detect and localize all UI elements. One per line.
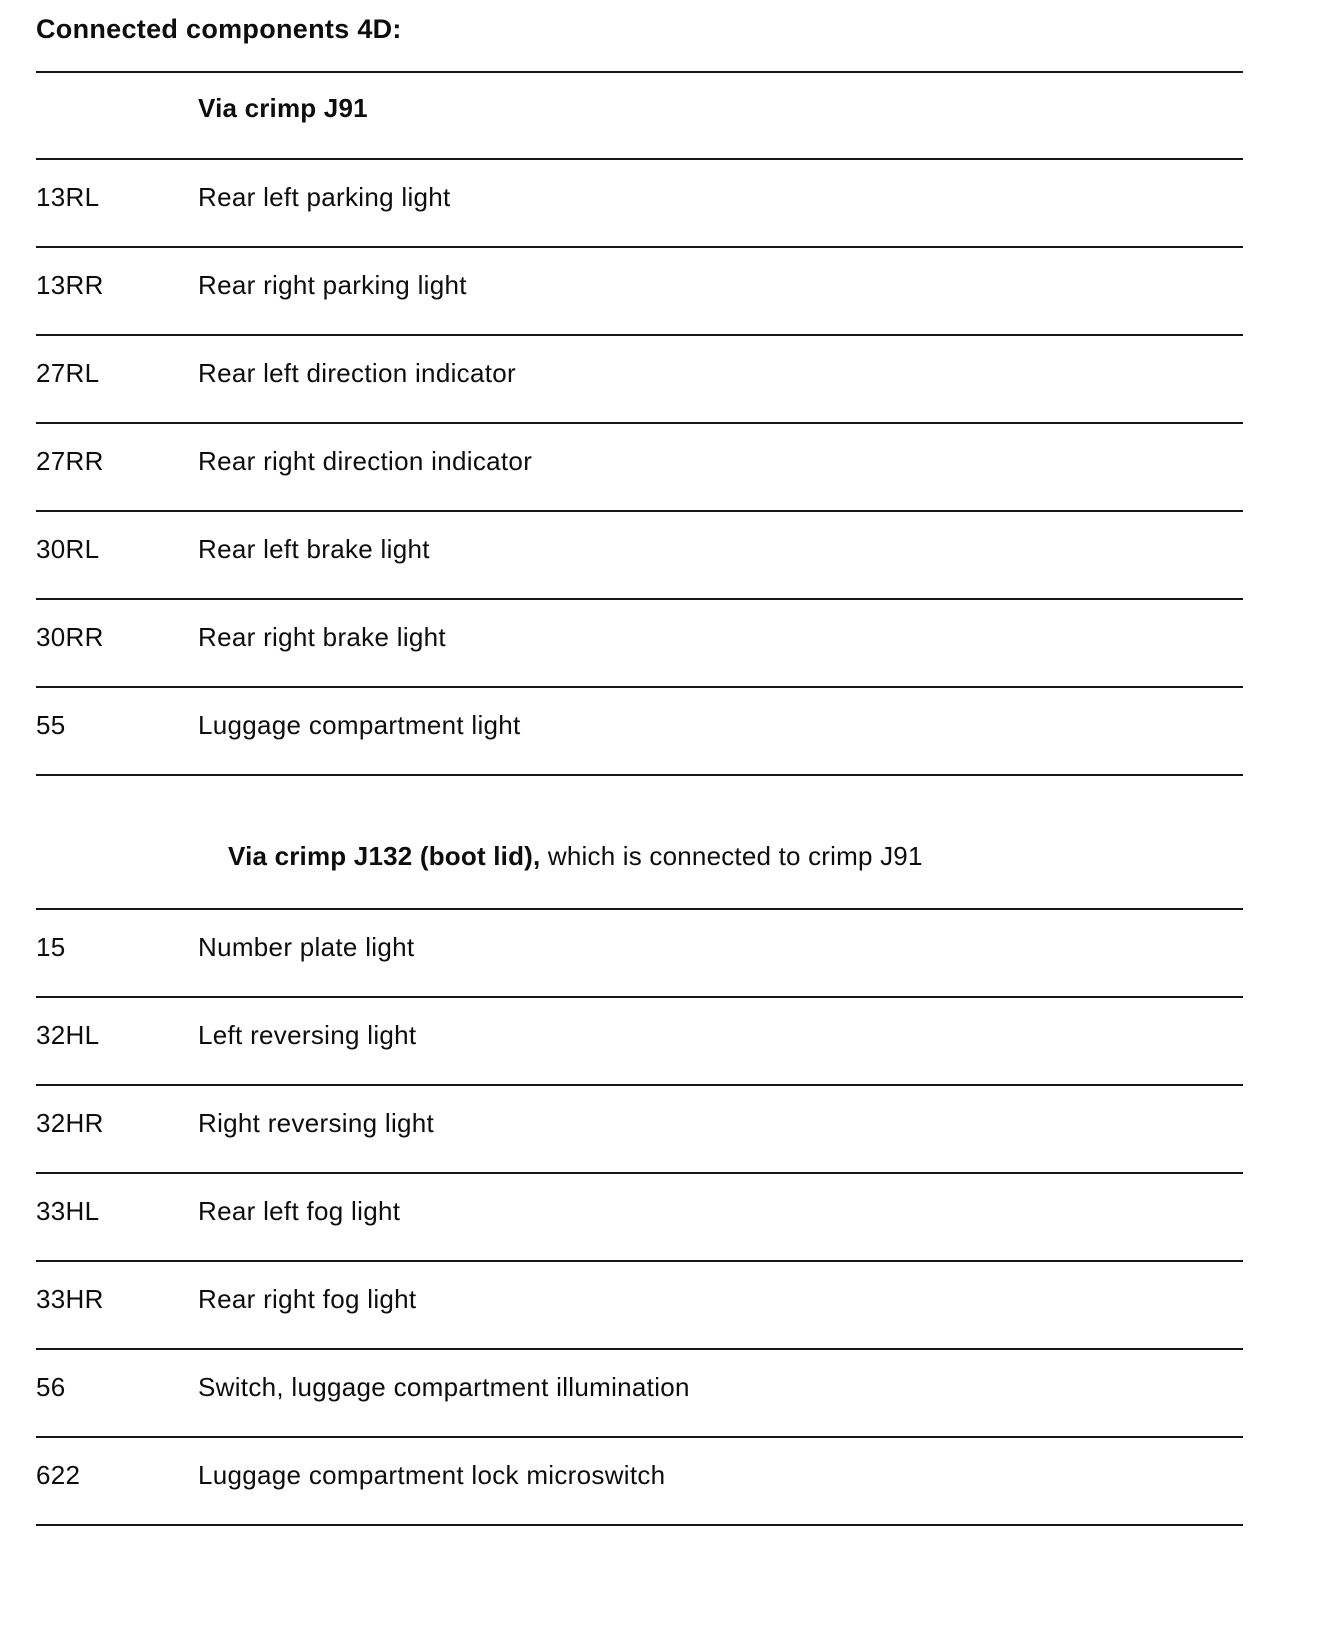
component-code: 622	[36, 1460, 81, 1490]
component-description: Rear left direction indicator	[198, 358, 516, 388]
section-header-note: which is connected to crimp J91	[540, 841, 923, 871]
table-row	[36, 910, 1243, 996]
component-description: Rear right parking light	[198, 270, 467, 300]
table-row	[36, 1438, 1243, 1524]
component-description: Rear left fog light	[198, 1196, 401, 1226]
component-description: Rear right brake light	[198, 622, 446, 652]
table-row	[36, 160, 1243, 246]
component-code: 55	[36, 710, 66, 740]
section-crimp-j132	[36, 840, 1243, 1526]
table-row	[36, 1174, 1243, 1260]
component-code: 32HL	[36, 1020, 100, 1050]
page-title: Connected components 4D:	[36, 14, 402, 44]
table-row	[36, 688, 1243, 774]
table-row	[36, 1262, 1243, 1348]
component-description: Luggage compartment lock microswitch	[198, 1460, 666, 1490]
component-code: 33HR	[36, 1284, 104, 1314]
component-description: Luggage compartment light	[198, 710, 521, 740]
section-header	[36, 840, 1243, 872]
component-code: 27RR	[36, 446, 104, 476]
table-row	[36, 1350, 1243, 1436]
component-code: 27RL	[36, 358, 100, 388]
section-header	[36, 73, 1243, 158]
section-header-label: Via crimp J132 (boot lid),	[228, 841, 541, 871]
component-description: Left reversing light	[198, 1020, 417, 1050]
component-code: 33HL	[36, 1196, 100, 1226]
component-description: Rear left parking light	[198, 182, 451, 212]
table-row	[36, 600, 1243, 686]
component-code: 32HR	[36, 1108, 104, 1138]
table-row	[36, 512, 1243, 598]
table-row	[36, 424, 1243, 510]
section-crimp-j91	[36, 71, 1243, 776]
table-row	[36, 1086, 1243, 1172]
divider	[36, 1524, 1243, 1526]
component-code: 30RR	[36, 622, 104, 652]
component-code: 13RL	[36, 182, 100, 212]
component-description: Right reversing light	[198, 1108, 435, 1138]
component-code: 56	[36, 1372, 66, 1402]
component-description: Number plate light	[198, 932, 415, 962]
table-row	[36, 248, 1243, 334]
table-row	[36, 336, 1243, 422]
component-description: Rear right direction indicator	[198, 446, 533, 476]
component-description: Switch, luggage compartment illumination	[198, 1372, 690, 1402]
table-row	[36, 998, 1243, 1084]
component-code: 13RR	[36, 270, 104, 300]
divider	[36, 774, 1243, 776]
component-code: 30RL	[36, 534, 100, 564]
component-code: 15	[36, 932, 66, 962]
component-description: Rear left brake light	[198, 534, 430, 564]
section-header-label: Via crimp J91	[198, 93, 368, 123]
component-description: Rear right fog light	[198, 1284, 417, 1314]
